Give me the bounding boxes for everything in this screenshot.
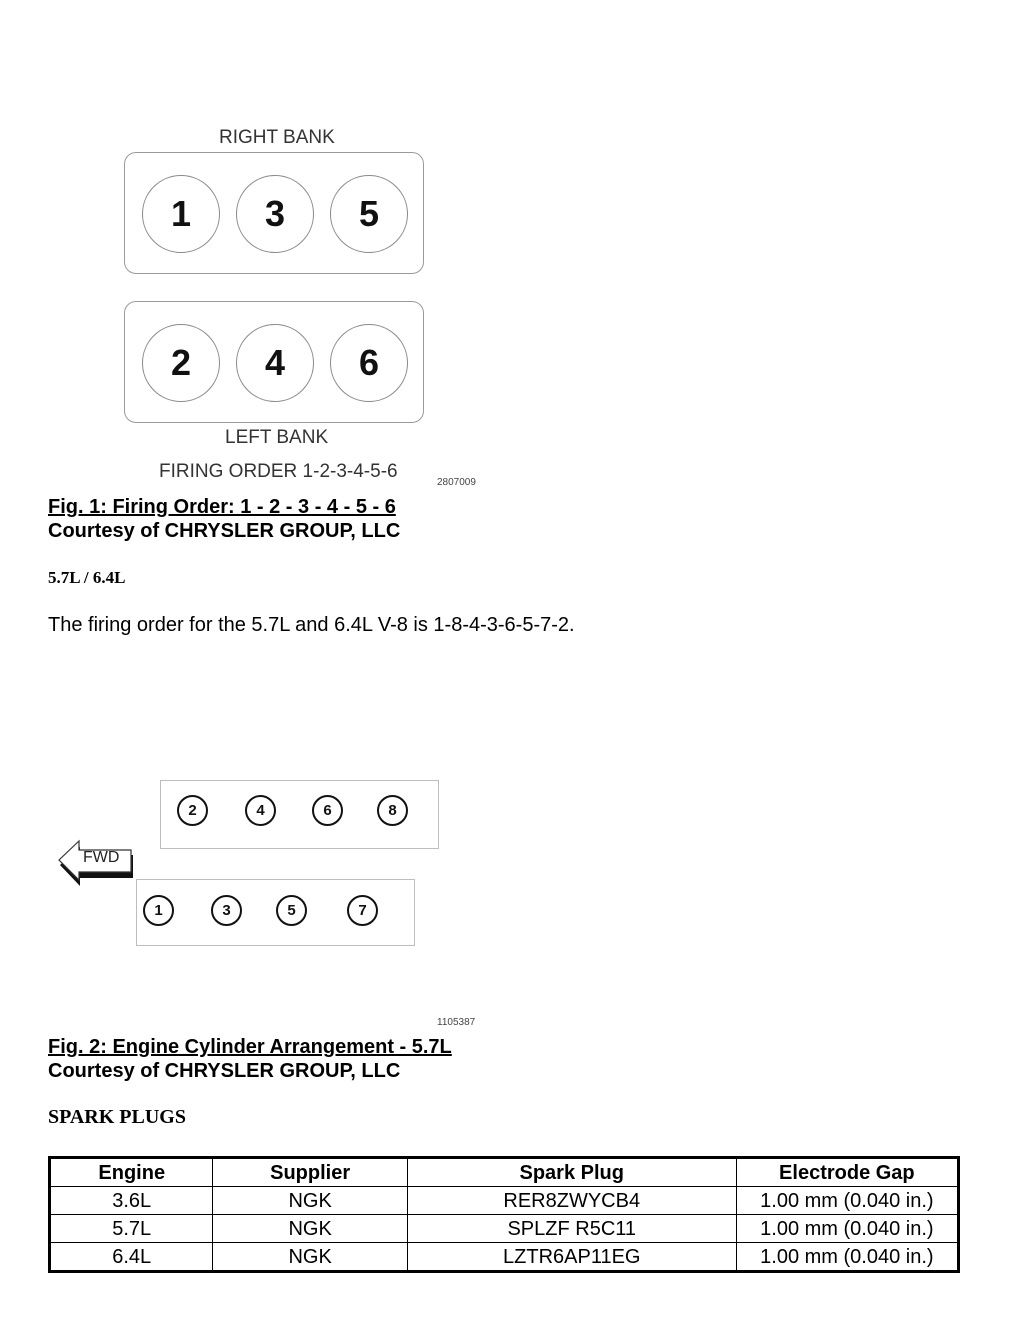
cell-supplier: NGK [213,1187,407,1215]
figure-2-caption [48,1035,452,1059]
cell-engine: 5.7L [50,1215,213,1243]
cell-supplier: NGK [213,1215,407,1243]
figure-1-title: Fig. 1: Firing Order: 1 - 2 - 3 - 4 - 5 - 6 [48,496,396,518]
cylinder-2: 2 [177,795,208,826]
figure-2-courtesy: Courtesy of CHRYSLER GROUP, LLC [48,1060,401,1082]
left-bank-box [124,301,424,423]
cell-spark-plug: LZTR6AP11EG [407,1243,736,1272]
figure-1-courtesy: Courtesy of CHRYSLER GROUP, LLC [48,520,401,542]
table-row [50,1243,959,1272]
cylinder-3: 3 [236,175,314,253]
column-header-electrode-gap: Electrode Gap [736,1158,958,1187]
spark-plug-table [48,1156,960,1273]
cell-supplier: NGK [213,1243,407,1272]
section-heading-spark-plugs: SPARK PLUGS [48,1106,186,1128]
cylinder-3: 3 [211,895,242,926]
fwd-label: FWD [83,849,120,866]
cell-spark-plug: RER8ZWYCB4 [407,1187,736,1215]
cylinder-4: 4 [245,795,276,826]
cylinder-2: 2 [142,324,220,402]
cell-electrode-gap: 1.00 mm (0.040 in.) [736,1215,958,1243]
bottom-bank-box [136,879,415,946]
figure-1-caption [48,495,396,519]
cell-spark-plug: SPLZF R5C11 [407,1215,736,1243]
column-header-supplier: Supplier [213,1158,407,1187]
cell-electrode-gap: 1.00 mm (0.040 in.) [736,1243,958,1272]
table-row [50,1187,959,1215]
cylinder-1: 1 [143,895,174,926]
firing-order-text: The firing order for the 5.7L and 6.4L V-8 is 1-8-4-3-6-5-7-2. [48,614,575,636]
top-bank-box [160,780,439,849]
firing-order-label: FIRING ORDER 1-2-3-4-5-6 [159,461,398,482]
column-header-engine: Engine [50,1158,213,1187]
table-row [50,1215,959,1243]
figure-code: 2807009 [437,477,476,488]
figure-2-title: Fig. 2: Engine Cylinder Arrangement - 5.7L [48,1036,452,1058]
cell-engine: 6.4L [50,1243,213,1272]
cylinder-6: 6 [312,795,343,826]
cell-electrode-gap: 1.00 mm (0.040 in.) [736,1187,958,1215]
cylinder-1: 1 [142,175,220,253]
cell-engine: 3.6L [50,1187,213,1215]
section-heading-v8: 5.7L / 6.4L [48,568,126,587]
column-header-spark-plug: Spark Plug [407,1158,736,1187]
cylinder-7: 7 [347,895,378,926]
cylinder-5: 5 [276,895,307,926]
left-bank-label: LEFT BANK [225,427,329,448]
cylinder-5: 5 [330,175,408,253]
table-header-row [50,1158,959,1187]
right-bank-label: RIGHT BANK [219,127,335,148]
right-bank-box [124,152,424,274]
cylinder-4: 4 [236,324,314,402]
forward-arrow [57,838,137,886]
figure-code: 1105387 [437,1017,476,1028]
cylinder-6: 6 [330,324,408,402]
cylinder-8: 8 [377,795,408,826]
